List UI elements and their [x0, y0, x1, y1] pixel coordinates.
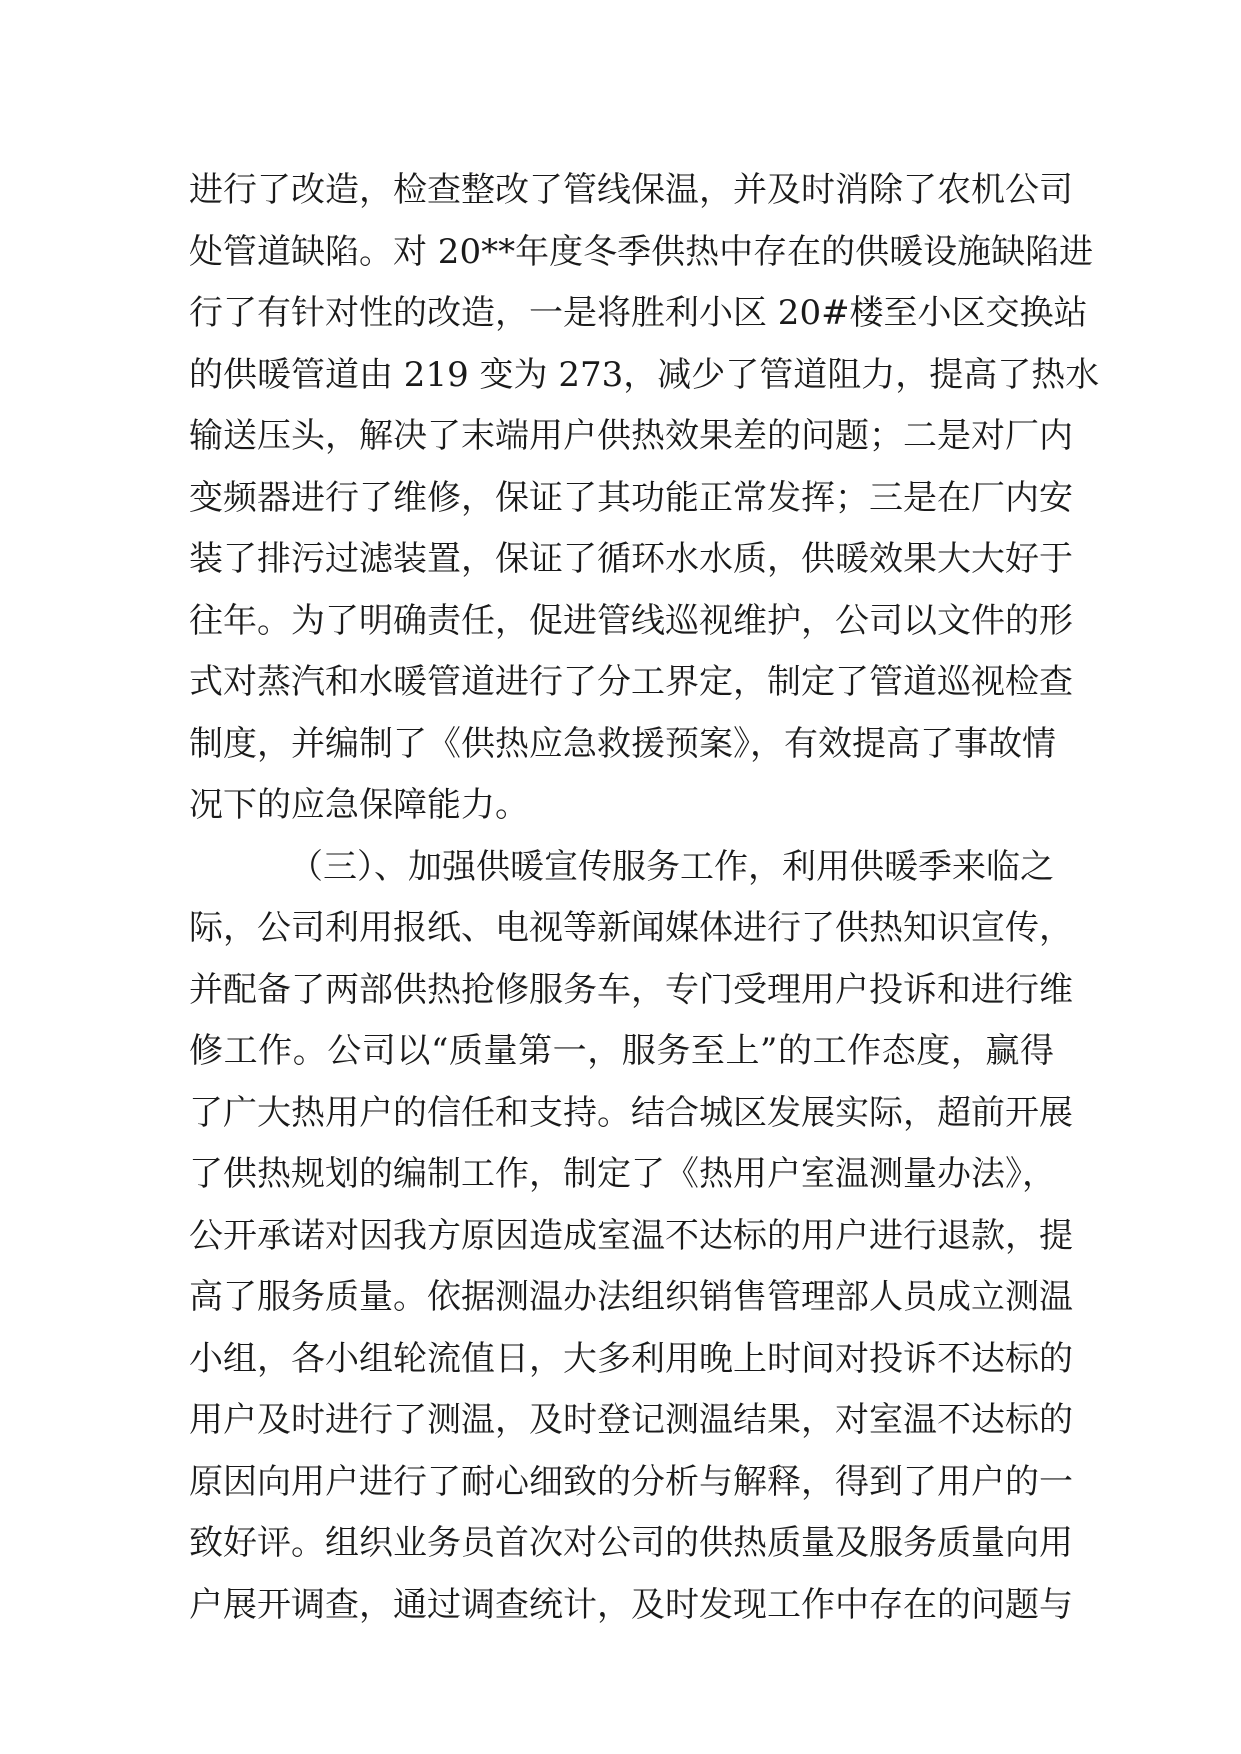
text-line: 公开承诺对因我方原因造成室温不达标的用户进行退款，提 [189, 1215, 1073, 1256]
paragraph [189, 160, 1100, 837]
text-line: 修工作。公司以“质量第一，服务至上”的工作态度，赢得 [189, 1031, 1054, 1071]
text-line: 行了有针对性的改造，一是将胜利小区 20#楼至小区交换站 [189, 293, 1088, 333]
text-line: 用户及时进行了测温，及时登记测温结果，对室温不达标的 [189, 1400, 1073, 1440]
text-line: 装了排污过滤装置，保证了循环水水质，供暖效果大大好于 [189, 539, 1073, 579]
text-line: （三）、加强供暖宣传服务工作，利用供暖季来临之 [289, 846, 1054, 887]
body-text [189, 160, 1100, 1636]
text-line: 户展开调查，通过调查统计，及时发现工作中存在的问题与 [189, 1584, 1073, 1625]
text-line: 了供热规划的编制工作，制定了《热用户室温测量办法》， [189, 1154, 1056, 1194]
text-line: 处管道缺陷。对 20**年度冬季供热中存在的供暖设施缺陷进 [189, 231, 1094, 272]
text-line: 际，公司利用报纸、电视等新闻媒体进行了供热知识宣传， [189, 908, 1073, 948]
text-line: 原因向用户进行了耐心细致的分析与解释，得到了用户的一 [189, 1461, 1073, 1502]
text-line: 了广大热用户的信任和支持。结合城区发展实际，超前开展 [189, 1092, 1073, 1133]
text-line: 并配备了两部供热抢修服务车，专门受理用户投诉和进行维 [189, 969, 1073, 1010]
text-line: 制度，并编制了《供热应急救援预案》，有效提高了事故情 [189, 723, 1056, 764]
text-line: 况下的应急保障能力。 [189, 785, 529, 825]
text-line: 往年。为了明确责任，促进管线巡视维护，公司以文件的形 [189, 600, 1073, 641]
text-line: 变频器进行了维修，保证了其功能正常发挥；三是在厂内安 [189, 477, 1073, 518]
text-line: 进行了改造，检查整改了管线保温，并及时消除了农机公司 [189, 170, 1073, 210]
text-line: 高了服务质量。依据测温办法组织销售管理部人员成立测温 [189, 1277, 1073, 1317]
text-line: 输送压头，解决了末端用户供热效果差的问题；二是对厂内 [189, 416, 1073, 456]
text-line: 式对蒸汽和水暖管道进行了分工界定，制定了管道巡视检查 [189, 662, 1073, 702]
text-line: 小组，各小组轮流值日，大多利用晚上时间对投诉不达标的 [189, 1338, 1073, 1379]
paragraph [189, 837, 1073, 1637]
text-line: 的供暖管道由 219 变为 273，减少了管道阻力，提高了热水 [189, 354, 1100, 395]
text-line: 致好评。组织业务员首次对公司的供热质量及服务质量向用 [189, 1523, 1073, 1563]
